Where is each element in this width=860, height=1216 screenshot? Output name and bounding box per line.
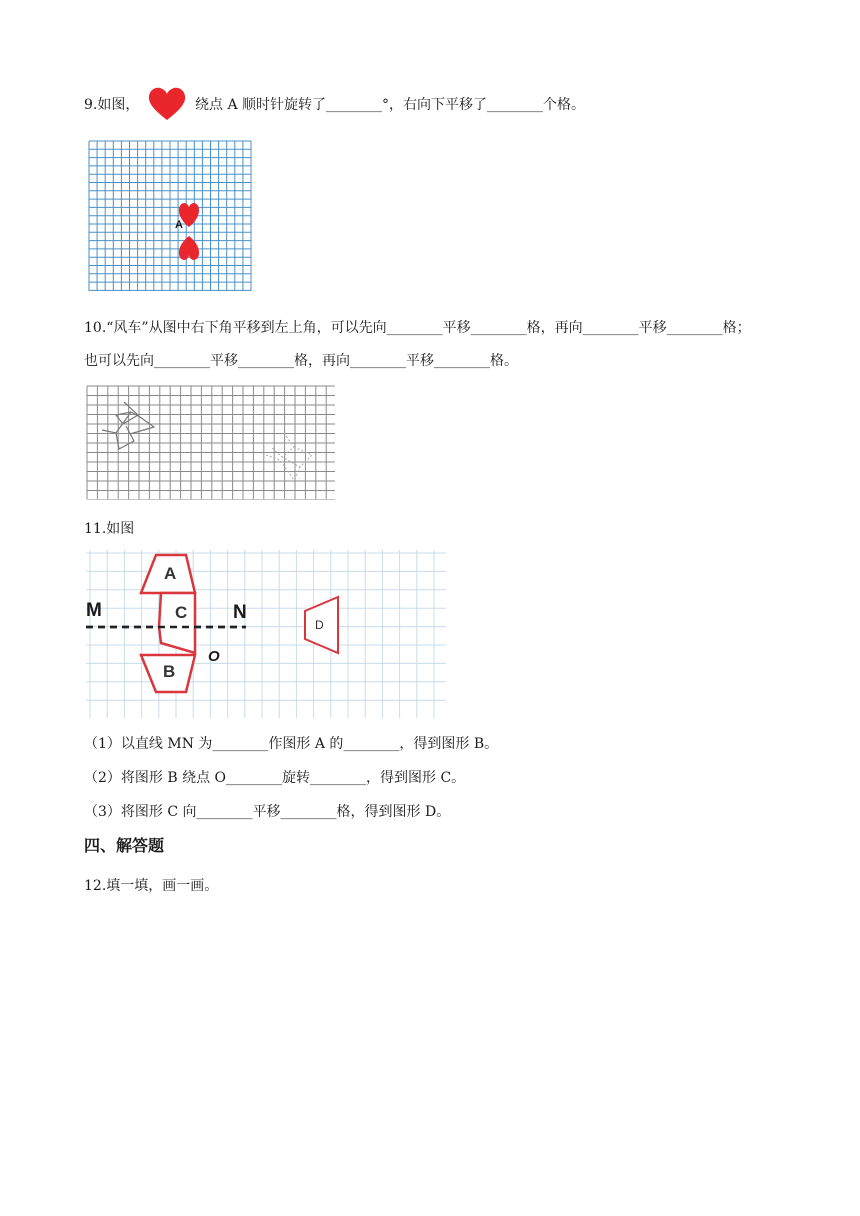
- point-o-label: O: [208, 648, 220, 665]
- shape-b-label: B: [163, 662, 176, 681]
- q10-text-line2: 也可以先向________平移________格，再向________平移________格。: [84, 353, 518, 369]
- q11-sub2: （2）将图形 B 绕点 O________旋转________，得到图形 C。: [84, 770, 466, 786]
- q11-figure: [86, 550, 446, 718]
- pinwheel-top-left: [102, 402, 154, 449]
- q9-prefix: 9.如图，: [84, 97, 140, 113]
- q12-text: 12.填一填，画一画。: [84, 878, 219, 894]
- q9-grid-figure: [88, 140, 252, 292]
- lower-heart: [179, 236, 199, 260]
- shape-c-label: C: [175, 603, 188, 622]
- shape-a-label: A: [164, 564, 177, 583]
- shape-d-label: D: [315, 618, 324, 632]
- shape-c: [159, 593, 195, 653]
- line-n-label: N: [233, 602, 247, 623]
- q9-question-text: 绕点 A 顺时针旋转了________°，右向下平移了________个格。: [195, 97, 586, 113]
- heart-icon: [146, 85, 188, 123]
- q10-text-line1: 10.“风车”从图中右下角平移到左上角，可以先向________平移________格，再向________平移________格；: [84, 320, 751, 336]
- q10-grid-figure: [86, 385, 336, 500]
- q11-sub1: （1）以直线 MN 为________作图形 A 的________，得到图形 B。: [84, 736, 499, 752]
- section-title: 四、解答题: [84, 836, 165, 855]
- q11-sub3: （3）将图形 C 向________平移________格，得到图形 D。: [84, 804, 451, 820]
- q11-title: 11.如图: [84, 521, 135, 537]
- point-a-label: A: [175, 219, 183, 231]
- line-m-label: M: [86, 600, 102, 621]
